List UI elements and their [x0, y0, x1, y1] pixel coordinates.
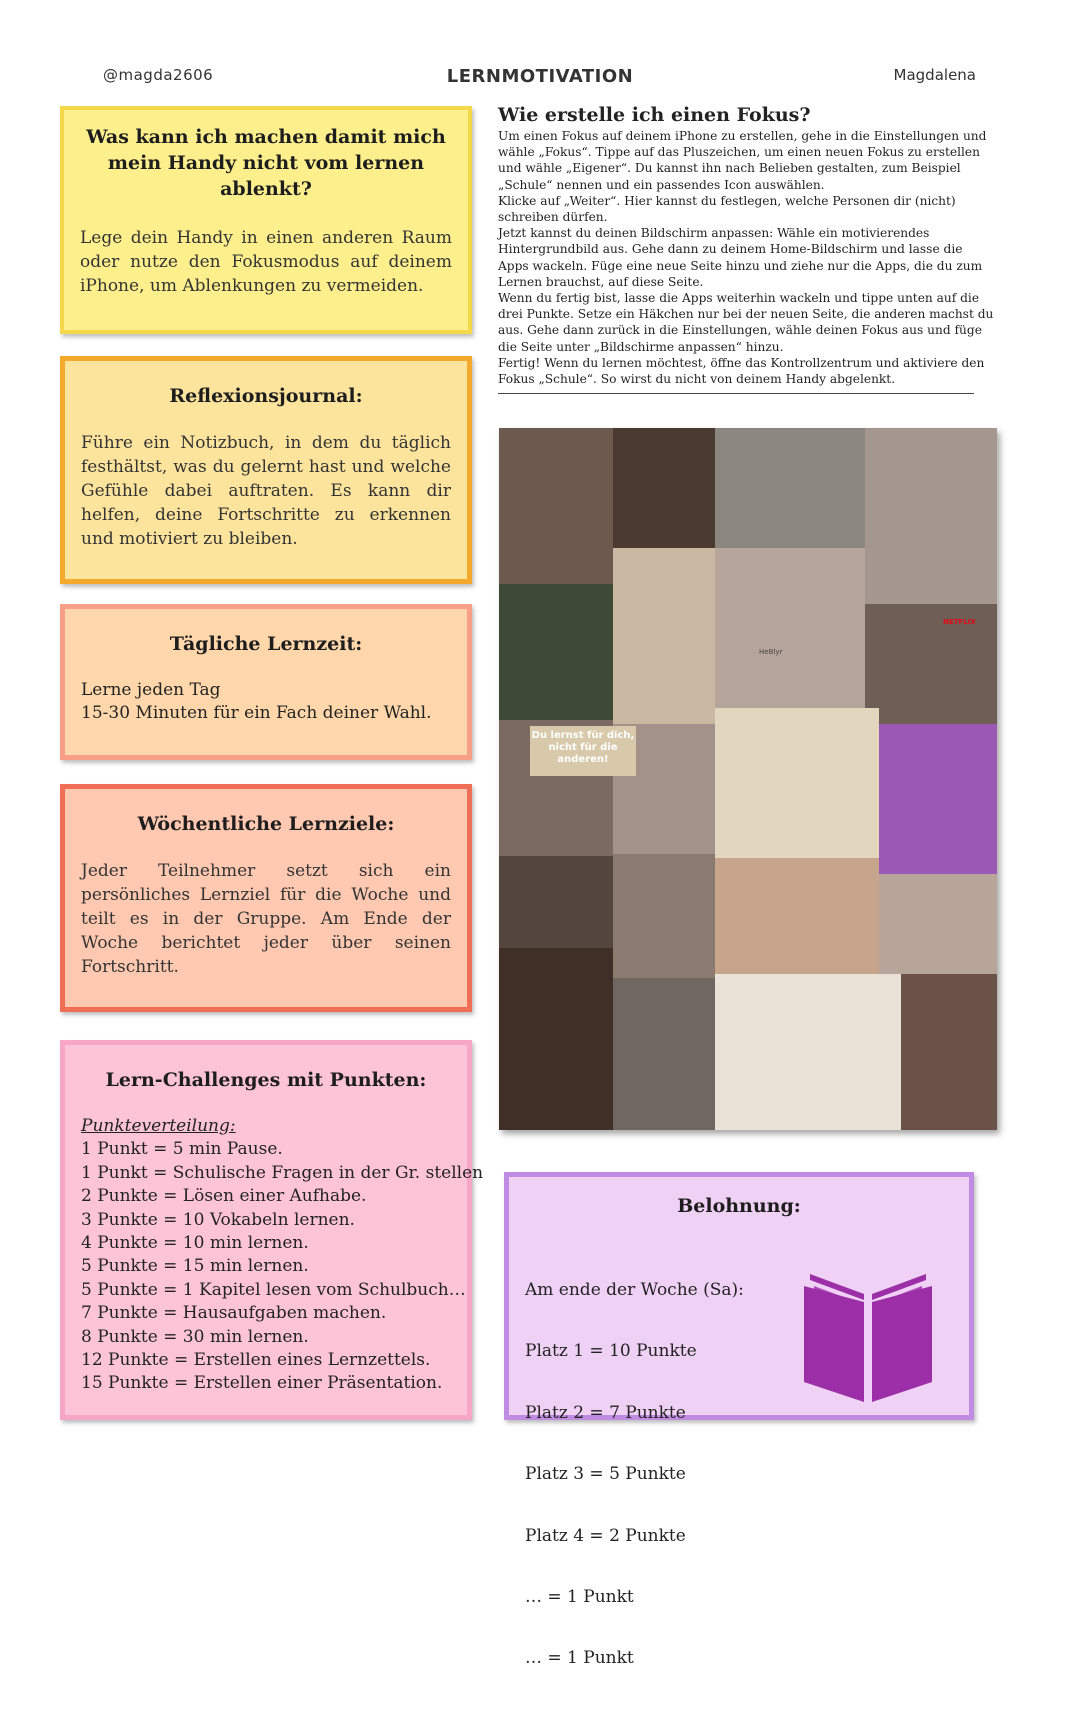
challenge-item: 4 Punkte = 10 min lernen. — [81, 1233, 309, 1254]
header-handle: @magda2606 — [103, 66, 214, 84]
fokus-divider — [498, 393, 974, 394]
reward-line: Platz 1 = 10 Punkte — [525, 1341, 697, 1362]
fokus-line: „Schule“ nennen und ein passendes Icon auswählen. — [498, 177, 825, 192]
challenges-card — [60, 1040, 484, 1420]
fokus-line: Lernen brauchst, auf diese Seite. — [498, 274, 704, 289]
collage-photo — [499, 856, 613, 948]
fokus-line: aus. Gehe dann zurück in die Einstellungen, wähle deinen Fokus aus und füge — [498, 323, 982, 338]
daily-time-card — [60, 604, 472, 760]
challenge-item: 2 Punkte = Lösen einer Aufhabe. — [81, 1186, 367, 1207]
fokus-line: Klicke auf „Weiter“. Hier kannst du festlegen, welche Personen dir (nicht) — [498, 193, 956, 208]
collage-photo — [499, 428, 613, 584]
weekly-card-title: Wöchentliche Lernziele: — [137, 813, 395, 835]
fokus-line: Um einen Fokus auf deinem iPhone zu erstellen, gehe in die Einstellungen und — [498, 129, 987, 143]
fokus-line: die Seite unter „Bildschirme anpassen“ hinzu. — [498, 339, 784, 354]
fokus-line: schreiben dürfen. — [498, 210, 608, 225]
collage-photo — [613, 548, 715, 724]
collage-quote: Du lernst für dich, nicht für die anderen! — [530, 726, 636, 776]
fokus-line: drei Punkte. Setze ein Häkchen nur bei der neuen Seite, die anderen machst du — [498, 307, 994, 322]
collage-photo — [499, 948, 613, 1130]
reward-card-title: Belohnung: — [677, 1195, 801, 1217]
challenge-item: 5 Punkte = 1 Kapitel lesen vom Schulbuch… — [81, 1279, 466, 1300]
fokus-line: Wenn du fertig bist, lasse die Apps weiterhin wackeln und tippe unten auf die — [498, 291, 980, 306]
weekly-goals-card — [60, 784, 472, 1012]
fokus-line: wähle „Fokus“. Tippe auf das Pluszeichen, um einen neuen Fokus zu erstellen — [498, 145, 980, 160]
reward-line: Platz 2 = 7 Punkte — [525, 1402, 686, 1423]
book-icon — [796, 1272, 940, 1406]
collage-photo — [715, 548, 865, 708]
journal-card-title: Reflexionsjournal: — [169, 385, 363, 407]
challenge-item: 8 Punkte = 30 min lernen. — [81, 1326, 309, 1347]
collage-photo — [901, 974, 997, 1130]
challenges-subtitle: Punkteverteilung: — [81, 1116, 236, 1136]
reward-line: … = 1 Punkt — [525, 1587, 634, 1608]
fokus-line: Fertig! Wenn du lernen möchtest, öffne das Kontrollzentrum und aktiviere den — [498, 355, 985, 370]
fokus-line: Jetzt kannst du deinen Bildschirm anpassen: Wähle ein motivierendes — [498, 226, 930, 241]
challenge-item: 7 Punkte = Hausaufgaben machen. — [81, 1303, 387, 1324]
phone-card-title: Was kann ich machen damit mich mein Handy nicht vom lernen ablenkt? — [86, 126, 446, 200]
fokus-line: Fokus „Schule“. So wirst du nicht von deinem Handy abgelenkt. — [498, 372, 896, 387]
daily-line: 15-30 Minuten für ein Fach deiner Wahl. — [81, 703, 432, 724]
daily-line: Lerne jeden Tag — [81, 680, 221, 700]
fokus-title: Wie erstelle ich einen Fokus? — [498, 104, 811, 126]
header-author: Magdalena — [893, 66, 976, 84]
daily-card-title: Tägliche Lernzeit: — [169, 633, 363, 655]
collage-photo — [499, 584, 613, 720]
challenges-card-title: Lern-Challenges mit Punkten: — [105, 1069, 427, 1091]
reward-line: Am ende der Woche (Sa): — [525, 1280, 744, 1300]
collage-photo — [715, 858, 879, 974]
laptop-screen-label: HeBlyr — [759, 648, 783, 656]
collage-photo — [865, 604, 997, 724]
weekly-card-body: Jeder Teilnehmer setzt sich ein persönliches Lernziel für die Woche und teilt es in der Gruppe. Am Ende der Woche berichtet jeder über seinen Fortschritt. — [81, 861, 451, 977]
challenge-item: 12 Punkte = Erstellen eines Lernzettels. — [81, 1350, 431, 1371]
collage-photo — [613, 978, 715, 1130]
reward-line: Platz 4 = 2 Punkte — [525, 1525, 686, 1546]
netflix-label: NETFLIX — [943, 618, 976, 626]
reward-line: Platz 3 = 5 Punkte — [525, 1464, 686, 1485]
phone-card-body: Lege dein Handy in einen anderen Raum oder nutze den Fokusmodus auf deinem iPhone, um Ablenkungen zu vermeiden. — [80, 228, 452, 296]
fokus-section — [498, 104, 994, 394]
journal-card — [60, 356, 472, 584]
page-title: LERNMOTIVATION — [446, 66, 634, 87]
reward-line: … = 1 Punkt — [525, 1648, 634, 1669]
collage-photo — [715, 428, 865, 548]
fokus-line: und wähle „Eigener“. Du kannst ihn nach Belieben gestalten, zum Beispiel — [498, 161, 961, 176]
challenge-item: 3 Punkte = 10 Vokabeln lernen. — [81, 1209, 355, 1230]
journal-card-body: Führe ein Notizbuch, in dem du täglich festhältst, was du gelernt hast und welche Gefühle dabei auftraten. Es kann dir helfen, deine Fortschritte zu erkennen und motiviert zu bleiben. — [81, 433, 451, 549]
collage-photo — [865, 428, 997, 604]
collage-photo — [613, 854, 715, 978]
collage-photo — [879, 874, 997, 974]
fokus-line: Hintergrundbild aus. Gehe dann zu deinem Home-Bildschirm und lasse die — [498, 242, 963, 257]
study-photo-collage — [499, 428, 997, 1130]
challenge-item: 1 Punkt = 5 min Pause. — [81, 1139, 283, 1160]
challenge-item: 1 Punkt = Schulische Fragen in der Gr. stellen — [81, 1162, 484, 1183]
challenge-item: 5 Punkte = 15 min lernen. — [81, 1256, 309, 1277]
collage-photo — [715, 974, 901, 1130]
fokus-line: Apps wackeln. Füge eine neue Seite hinzu und ziehe nur die Apps, die du zum — [498, 258, 983, 273]
challenge-item: 15 Punkte = Erstellen einer Präsentation. — [81, 1373, 443, 1394]
collage-photo — [715, 648, 879, 858]
phone-distraction-card — [60, 106, 472, 334]
collage-photo — [879, 724, 997, 874]
